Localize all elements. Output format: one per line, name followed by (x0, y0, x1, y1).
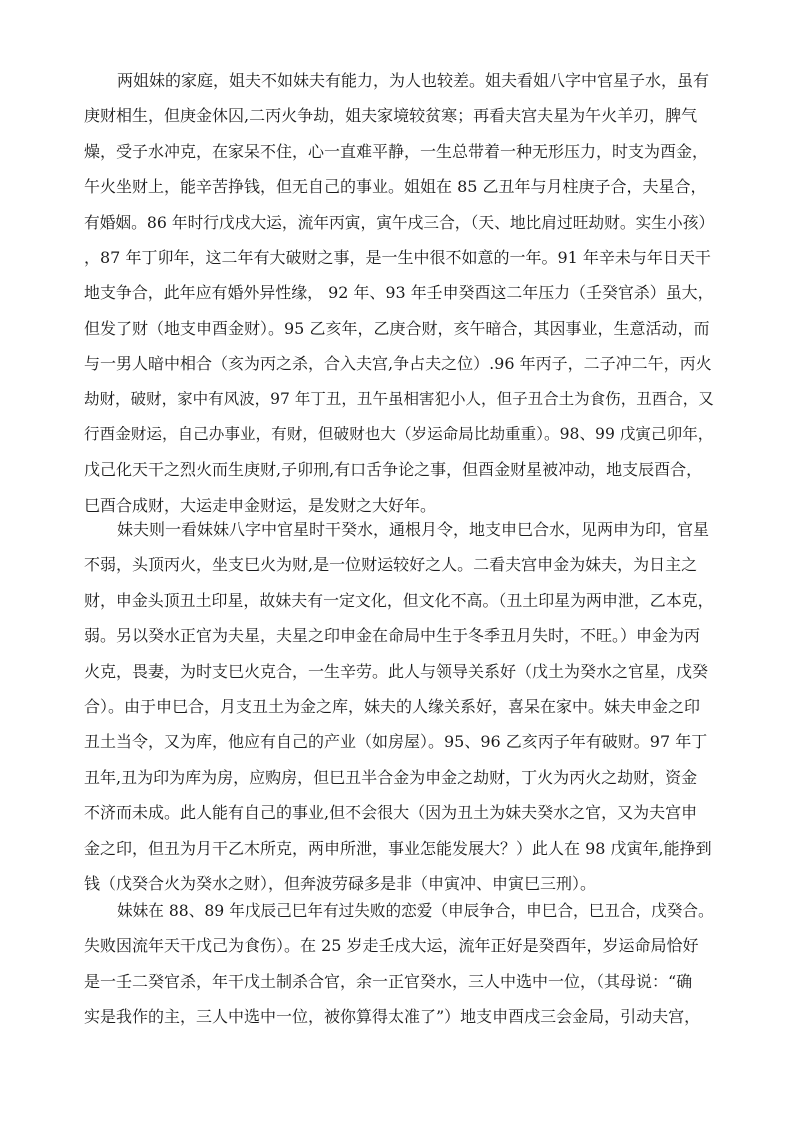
text-line: 丑年,丑为印为库为房，应购房，但巳丑半合金为申金之劫财，丁火为丙火之劫财，资金 (84, 767, 698, 787)
text-line: 火克，畏妻，为时支巳火克合，一生辛劳。此人与领导关系好（戊土为癸水之官星，戊癸 (84, 661, 709, 681)
paragraph-sister-younger (84, 893, 714, 1035)
text-line: 妹夫则一看妹妹八字中官星时干癸水，通根月令，地支申巳合水，见两申为印，官星 (117, 520, 710, 539)
text-line: 财，申金头顶丑土印星，故妹夫有一定文化，但文化不高。（丑土印星为两申泄，乙本克， (84, 590, 714, 610)
text-line: 合）。由于申巳合，月支丑土为金之库，妹夫的人缘关系好，喜呆在家中。妹夫申金之印 (84, 696, 701, 716)
text-line: 行酉金财运，自己办事业，有财，但破财也大（岁运命局比劫重重）。98、99 戊寅己卯年， (84, 424, 714, 443)
text-line: 不弱，头顶丙火，坐支巳火为财,是一位财运较好之人。二看夫宫申金为妹夫，为日主之 (84, 555, 698, 575)
text-line: 但发了财（地支申酉金财）。95 乙亥年，乙庚合财，亥午暗合，其因事业，生意活动，而 (84, 318, 710, 338)
paragraph-sister-younger-husband (84, 512, 714, 901)
text-line: 地支争合，此年应有婚外异性缘， 92 年、93 年壬申癸酉这二年压力（壬癸官杀）虽大， (84, 283, 714, 303)
text-line: 戊己化天干之烈火而生庚财,子卯刑,有口舌争论之事，但酉金财星被冲动，地支辰酉合， (84, 460, 703, 480)
text-line: ，87 年丁卯年，这二年有大破财之事，是一生中很不如意的一年。91 年辛未与年日天干 (84, 247, 711, 267)
text-line: 不济而未成。此人能有自己的事业,但不会很大（因为丑土为妹夫癸水之官，又为夫宫申 (84, 803, 698, 823)
text-line: 弱。另以癸水正官为夫星，夫星之印申金在命局中生于冬季丑月失时，不旺。）申金为丙 (84, 626, 701, 646)
paragraph-sister-elder (84, 63, 714, 523)
text-line: 与一男人暗中相合（亥为丙之杀，合入夫宫,争占夫之位）.96 年丙子，二子冲二午，丙火 (84, 354, 712, 374)
text-line: 金之印，但丑为月干乙木所克，两申所泄，事业怎能发展大？）此人在 98 戊寅年,能挣到 (84, 838, 712, 858)
text-line: 钱（戊癸合火为癸水之财），但奔波劳碌多是非（申寅冲、申寅巳三刑）。 (84, 873, 597, 893)
text-line: 妹妹在 88、89 年戊辰己巳年有过失败的恋爱（申辰争合，申巳合，巳丑合，戊癸合。 (117, 901, 714, 920)
text-line: 燥，受子水冲克，在家呆不住，心一直难平静，一生总带着一种无形压力，时支为酉金， (84, 141, 709, 161)
text-line: 实是我作的主，三人中选中一位，被你算得太准了”）地支申酉戌三会金局，引动夫宫， (84, 1007, 701, 1027)
text-line: 有婚姻。86 年时行戊戌大运，流年丙寅，寅午戌三合，（天、地比肩过旺劫财。实生小孩） (84, 212, 715, 232)
text-line: 是一壬二癸官杀，年干戊土制杀合官，余一正官癸水，三人中选中一位，（其母说：“确 (84, 971, 693, 991)
text-line: 午火坐财上，能辛苦挣钱，但无自己的事业。姐姐在 85 乙丑年与月柱庚子合，夫星合， (84, 177, 707, 197)
text-line: 劫财，破财，家中有风波，97 年丁丑，丑午虽相害犯小人，但子丑合土为食伤，丑酉合，又 (84, 389, 714, 408)
text-line: 两姐妹的家庭，姐夫不如妹夫有能力，为人也较差。姐夫看姐八字中官星子水，虽有 (117, 71, 710, 90)
text-line: 庚财相生，但庚金休囚,二丙火争劫，姐夫家境较贫寒；再看夫宫夫星为午火羊刃，脾气 (84, 106, 698, 126)
text-line: 丑土当令，又为库，他应有自己的产业（如房屋）。95、96 乙亥丙子年有破财。97 年丁 (84, 732, 708, 752)
text-line: 失败因流年天干戊己为食伤）。在 25 岁走壬戌大运，流年正好是癸酉年，岁运命局恰好 (84, 936, 699, 956)
text-line: 巳酉合成财，大运走申金财运，是发财之大好年。 (84, 495, 437, 515)
